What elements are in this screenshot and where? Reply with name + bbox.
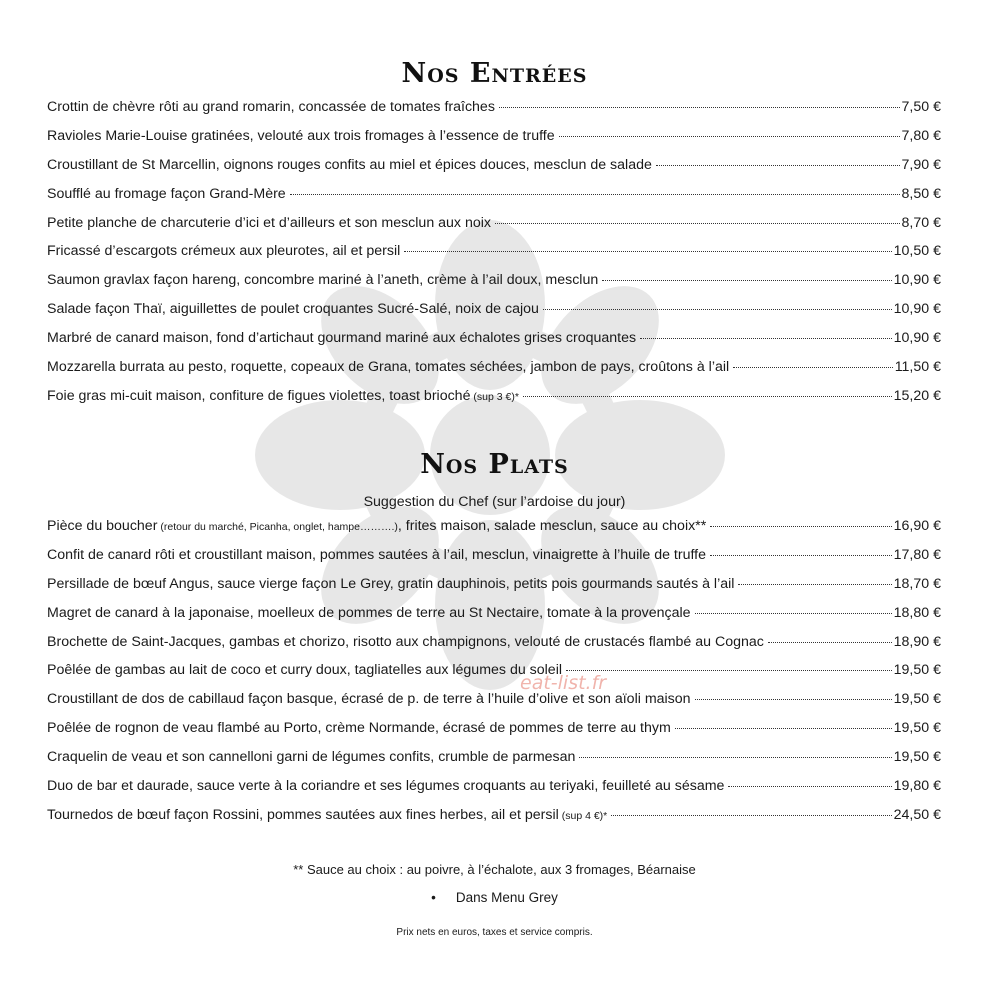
- dish-price: 15,20 €: [893, 387, 941, 404]
- dish-name: Confit de canard rôti et croustillant maison, pommes sautées à l’ail, mesclun, vinaigrette à l’huile de truffe: [47, 546, 706, 563]
- dish-name: Ravioles Marie-Louise gratinées, velouté aux trois fromages à l’essence de truffe: [47, 127, 555, 144]
- dot-leader: [710, 555, 892, 556]
- dot-leader: [559, 136, 900, 137]
- dish-name: Crottin de chèvre rôti au grand romarin, concassée de tomates fraîches: [47, 99, 495, 115]
- dish-description: [47, 359, 729, 375]
- dish-description: [47, 243, 400, 259]
- menu-item-row: [47, 388, 941, 417]
- menu-item-row: [47, 547, 941, 576]
- dot-leader: [710, 526, 891, 527]
- dish-description: [47, 547, 706, 563]
- dish-name: Brochette de Saint-Jacques, gambas et chorizo, risotto aux champignons, velouté de crustacés flambé au Cognac: [47, 633, 764, 650]
- dot-leader: [738, 584, 891, 585]
- chef-suggestion-subtitle: Suggestion du Chef (sur l’ardoise du jour): [363, 494, 626, 510]
- dish-price: 10,90 €: [893, 272, 941, 289]
- dish-description: [47, 186, 286, 202]
- dish-description: [47, 749, 575, 765]
- dish-price: 10,50 €: [893, 243, 941, 260]
- entrees-list: [47, 99, 941, 417]
- entrees-section-title: Nos Entrées: [401, 58, 588, 89]
- menu-item-row: [47, 605, 941, 634]
- menu-item-row: [47, 778, 941, 807]
- dish-description: [47, 605, 691, 621]
- dish-name: Mozzarella burrata au pesto, roquette, copeaux de Grana, tomates séchées, jambon de pays, croûtons à l’ail: [47, 359, 730, 376]
- dish-price: 24,50 €: [893, 806, 941, 823]
- menu-item-row: [47, 330, 941, 359]
- menu-item-row: [47, 807, 941, 836]
- dish-price: 19,50 €: [893, 749, 941, 766]
- dish-description: [47, 157, 652, 173]
- menu-item-row: [47, 634, 941, 663]
- menu-item-row: [47, 186, 941, 215]
- menu-item-row: [47, 749, 941, 778]
- dish-name: Saumon gravlax façon hareng, concombre mariné à l’aneth, crème à l’ail doux, mesclun: [47, 272, 599, 289]
- dot-leader: [656, 165, 900, 166]
- dish-name: Duo de bar et daurade, sauce verte à la coriandre et ses légumes croquants au teriyaki, feuilleté au sésame: [47, 778, 725, 795]
- dish-name: Persillade de bœuf Angus, sauce vierge façon Le Grey, gratin dauphinois, petits pois gourmands sautés à l’ail: [47, 575, 735, 592]
- dot-leader: [602, 280, 891, 281]
- dish-name: Croustillant de St Marcellin, oignons rouges confits au miel et épices douces, mesclun de salade: [47, 156, 652, 173]
- menu-item-row: [47, 359, 941, 388]
- dish-description: [47, 518, 706, 534]
- dish-name: Marbré de canard maison, fond d’artichaut gourmand mariné aux échalotes grises croquantes: [47, 330, 637, 347]
- menu-item-row: [47, 662, 941, 691]
- dish-price: 10,90 €: [893, 330, 941, 347]
- dish-name-continued: , frites maison, salade mesclun, sauce au choix**: [397, 518, 707, 534]
- dish-price: 19,50 €: [893, 691, 941, 708]
- menu-grey-note: [0, 890, 989, 905]
- site-watermark: eat-list.fr: [520, 672, 607, 694]
- dish-note: (sup 3 €)*: [470, 390, 519, 403]
- menu-item-row: [47, 243, 941, 272]
- dish-name: Tournedos de bœuf façon Rossini, pommes sautées aux fines herbes, ail et persil: [47, 806, 559, 823]
- dish-price: 19,80 €: [893, 778, 941, 795]
- dish-description: [47, 634, 764, 650]
- dish-price: 7,90 €: [901, 156, 941, 173]
- dish-description: [47, 272, 598, 288]
- dish-name: Poêlée de gambas au lait de coco et curry doux, tagliatelles aux légumes du soleil: [47, 662, 562, 679]
- dish-name: Soufflé au fromage façon Grand-Mère: [47, 185, 286, 202]
- dot-leader: [695, 613, 892, 614]
- menu-item-row: [47, 720, 941, 749]
- menu-item-row: [47, 518, 941, 547]
- menu-item-row: [47, 301, 941, 330]
- dish-price: 18,80 €: [893, 604, 941, 621]
- dish-description: [47, 215, 491, 231]
- dot-leader: [640, 338, 892, 339]
- dish-price: 7,50 €: [901, 99, 941, 115]
- dot-leader: [495, 223, 900, 224]
- dish-price: 18,70 €: [893, 575, 941, 592]
- dish-note: (retour du marché, Picanha, onglet, hampe……….): [157, 521, 398, 533]
- menu-item-row: [47, 691, 941, 720]
- dish-price: 10,90 €: [893, 301, 941, 318]
- dish-name: Magret de canard à la japonaise, moelleux de pommes de terre au St Nectaire, tomate à la provençale: [47, 604, 691, 621]
- dot-leader: [523, 396, 892, 397]
- prices-footnote: Prix nets en euros, taxes et service compris.: [396, 927, 593, 938]
- dish-name: Croustillant de dos de cabillaud façon basque, écrasé de p. de terre à l’huile d’olive et son aïoli maison: [47, 691, 691, 708]
- dish-price: 11,50 €: [894, 359, 941, 376]
- dot-leader: [728, 786, 891, 787]
- menu-item-row: [47, 128, 941, 157]
- dish-name: Fricassé d’escargots crémeux aux pleurotes, ail et persil: [47, 243, 401, 260]
- dot-leader: [290, 194, 900, 195]
- dish-description: [47, 691, 691, 707]
- dish-price: 17,80 €: [893, 546, 941, 563]
- dot-leader: [579, 757, 891, 758]
- menu-item-row: [47, 215, 941, 244]
- dish-name: Poêlée de rognon de veau flambé au Porto, crème Normande, écrasé de pommes de terre au thym: [47, 720, 671, 737]
- sauce-footnote: ** Sauce au choix : au poivre, à l’échalote, aux 3 fromages, Béarnaise: [293, 862, 696, 877]
- dish-price: 8,50 €: [901, 185, 941, 202]
- dish-description: [47, 778, 724, 794]
- dish-description: [47, 301, 539, 317]
- dot-leader: [499, 107, 900, 108]
- menu-item-row: [47, 576, 941, 605]
- dot-leader: [543, 309, 892, 310]
- menu-item-row: [47, 272, 941, 301]
- dish-name: Foie gras mi-cuit maison, confiture de figues violettes, toast brioché: [47, 387, 471, 404]
- dish-name: Craquelin de veau et son cannelloni garni de légumes confits, crumble de parmesan: [47, 749, 576, 766]
- dish-description: [47, 128, 555, 144]
- dish-note: (sup 4 €)*: [558, 809, 608, 822]
- bullet-icon: •: [431, 890, 436, 905]
- dot-leader: [768, 642, 892, 643]
- dot-leader: [404, 251, 891, 252]
- dot-leader: [611, 815, 891, 816]
- menu-item-row: [47, 99, 941, 128]
- dot-leader: [695, 699, 892, 700]
- dot-leader: [675, 728, 892, 729]
- plats-list: [47, 518, 941, 836]
- dish-name: Salade façon Thaï, aiguillettes de poulet croquantes Sucré-Salé, noix de cajou: [47, 301, 539, 318]
- dish-price: 18,90 €: [893, 633, 941, 650]
- dish-price: 7,80 €: [901, 127, 941, 144]
- dish-description: [47, 720, 671, 736]
- dish-price: 8,70 €: [901, 214, 941, 231]
- dish-description: [47, 330, 636, 346]
- dish-price: 19,50 €: [893, 662, 941, 679]
- menu-item-row: [47, 157, 941, 186]
- dish-price: 19,50 €: [893, 720, 941, 737]
- dish-price: 16,90 €: [893, 518, 941, 534]
- dish-description: [47, 388, 519, 404]
- menu-grey-label: Dans Menu Grey: [455, 890, 558, 905]
- dish-description: [47, 576, 734, 592]
- dot-leader: [733, 367, 893, 368]
- dish-description: [47, 662, 562, 678]
- dot-leader: [566, 670, 892, 671]
- plats-section-title: Nos Plats: [420, 449, 569, 480]
- dish-description: [47, 99, 495, 115]
- dish-description: [47, 807, 607, 823]
- dish-name: Pièce du boucher: [47, 518, 158, 534]
- dish-name: Petite planche de charcuterie d’ici et d’ailleurs et son mesclun aux noix: [47, 214, 491, 231]
